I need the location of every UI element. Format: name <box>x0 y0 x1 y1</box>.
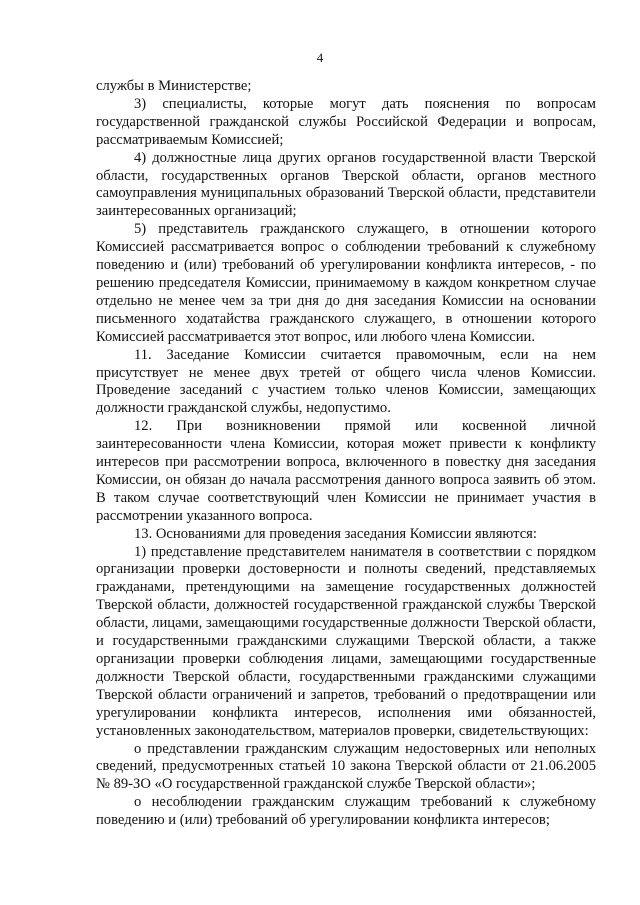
paragraph: службы в Министерстве; <box>96 78 252 94</box>
page-number: 4 <box>316 50 324 65</box>
paragraph: 3) специалисты, которые могут дать пояснения по вопросам государственной гражданской службы Российской Федерации и вопросам, рассматриваемым Комиссией; <box>96 95 596 148</box>
paragraph: 12. При возникновении прямой или косвенной личной заинтересованности члена Комиссии, которая может привести к конфликту интересов при рассмотрении вопроса, включенного в повестку дня заседания Комиссии, он обязан до начала рассмотрения данного вопроса заявить об этом. В таком случае соответствующий член Комиссии не принимает участия в рассмотрении указанного вопроса. <box>96 418 596 524</box>
document-body <box>96 78 596 830</box>
paragraph: 4) должностные лица других органов государственной власти Тверской области, государственных органов Тверской области, органов местного самоуправления муниципальных образований Тверской области, представители заинтересованных организаций; <box>96 149 596 220</box>
paragraph: о представлении гражданским служащим недостоверных или неполных сведений, предусмотренных статьей 10 закона Тверской области от 21.06.2005 № 89-ЗО «О государственной гражданской службе Тверской области»; <box>96 740 596 793</box>
paragraph: 13. Основаниями для проведения заседания Комиссии являются: <box>134 525 537 542</box>
paragraph: 11. Заседание Комиссии считается правомочным, если на нем присутствует не менее двух третей от общего числа членов Комиссии. Проведение заседаний с участием только членов Комиссии, замещающих должности гражданской службы, недопустимо. <box>96 346 596 417</box>
paragraph: 1) представление представителем нанимателя в соответствии с порядком организации проверки достоверности и полноты сведений, представляемых гражданами, претендующими на замещение государственных должностей Тверской области, должностей государственной гражданской службы Тверской области, лицами, замещающими государственные должности Тверской области, и государственными гражданскими служащими Тверской области, а также организации проверки соблюдения лицами, замещающими государственные должности Тверской области, государственными гражданскими служащими Тверской области ограничений и запретов, требований о предотвращении или урегулировании конфликта интересов, исполнения ими обязанностей, установленных законодательством, материалов проверки, свидетельствующих: <box>96 543 596 739</box>
paragraph: о несоблюдении гражданским служащим требований к служебному поведению и (или) требований об урегулировании конфликта интересов; <box>96 794 596 829</box>
paragraph: 5) представитель гражданского служащего, в отношении которого Комиссией рассматривается вопрос о соблюдении требований к служебному поведению и (или) требований об урегулировании конфликта интересов, - по решению председателя Комиссии, принимаемому в каждом конкретном случае отдельно не менее чем за три дня до дня заседания Комиссии на основании письменного ходатайства гражданского служащего, в отношении которого Комиссией рассматривается этот вопрос, или любого члена Комиссии. <box>96 221 596 345</box>
